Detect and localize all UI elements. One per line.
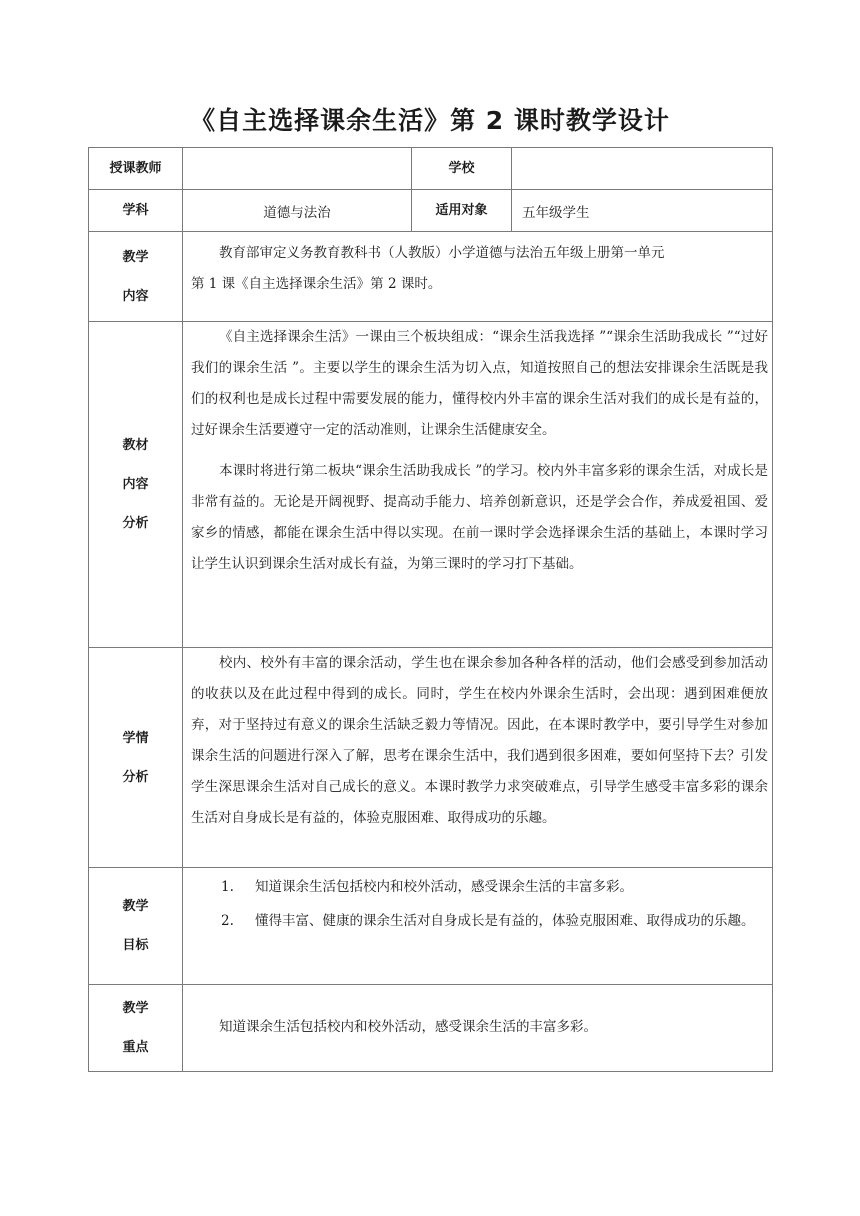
teaching-content-label: 教学 内容 bbox=[89, 232, 183, 322]
audience-label: 适用对象 bbox=[412, 190, 512, 232]
student-analysis-text bbox=[183, 648, 773, 868]
teacher-label: 授课教师 bbox=[89, 148, 183, 190]
row-student-analysis bbox=[89, 648, 773, 868]
row-material-analysis bbox=[89, 322, 773, 648]
row-teacher-school bbox=[89, 148, 773, 190]
teacher-value bbox=[183, 148, 412, 190]
list-item: 2. 懂得丰富、健康的课余生活对自身成长是有益的，体验克服困难、取得成功的乐趣。 bbox=[221, 913, 755, 929]
school-value bbox=[512, 148, 773, 190]
paragraph: 校内、校外有丰富的课余活动，学生也在课余参加各种各样的活动，他们会感受到参加活动的收获以及在此过程中得到的成长。同时，学生在校内外课余生活时，会出现：遇到困难便放弃，对于坚持过有意义的课余生活缺乏毅力等情况。因此，在本课时教学中，要引导学生对参加课余生活的问题进行深入了解，思考在课余生活中，我们遇到很多困难，要如何坚持下去？引发学生深思课余生活对自己成长的意义。本课时教学力求突破难点，引导学生感受丰富多彩的课余生活对自身成长是有益的，体验克服困难、取得成功的乐趣。 bbox=[191, 655, 768, 826]
row-objectives bbox=[89, 868, 773, 985]
page-title: 《自主选择课余生活》第 2 课时教学设计 bbox=[190, 106, 670, 135]
school-label: 学校 bbox=[412, 148, 512, 190]
subject-label: 学科 bbox=[89, 190, 183, 232]
material-analysis-label: 教材 内容 分析 bbox=[89, 322, 183, 648]
row-subject-audience bbox=[89, 190, 773, 232]
row-key-points bbox=[89, 985, 773, 1072]
material-analysis-text bbox=[183, 322, 773, 648]
list-item: 1. 知道课余生活包括校内和校外活动，感受课余生活的丰富多彩。 bbox=[221, 879, 633, 895]
objectives-list bbox=[183, 868, 773, 985]
key-points-label: 教学 重点 bbox=[89, 985, 183, 1072]
key-points-text: 知道课余生活包括校内和校外活动，感受课余生活的丰富多彩。 bbox=[183, 985, 773, 1072]
paragraph: 本课时将进行第二板块“课余生活助我成长 ”的学习。校内外丰富多彩的课余生活，对成长是非常有益的。无论是开阔视野、提高动手能力、培养创新意识，还是学会合作，养成爱祖国、爱家乡的情感，都能在课余生活中得以实现。在前一课时学会选择课余生活的基础上，本课时学习让学生认识到课余生活对成长有益，为第三课时的学习打下基础。 bbox=[191, 463, 768, 572]
subject-value: 道德与法治 bbox=[183, 190, 412, 232]
teaching-content-text: 教育部审定义务教育教科书（人教版）小学道德与法治五年级上册第一单元 第 1 课《自主选择课余生活》第 2 课时。 bbox=[183, 232, 773, 322]
lesson-plan-table bbox=[88, 147, 773, 1072]
objectives-label: 教学 目标 bbox=[89, 868, 183, 985]
student-analysis-label: 学情 分析 bbox=[89, 648, 183, 868]
paragraph: 《自主选择课余生活》一课由三个板块组成：“课余生活我选择 ”“课余生活助我成长 ”“过好我们的课余生活 ”。主要以学生的课余生活为切入点，知道按照自己的想法安排课余生活既是我们的权利也是成长过程中需要发展的能力，懂得校内外丰富的课余生活对我们的成长是有益的，过好课余生活要遵守一定的活动准则，让课余生活健康安全。 bbox=[191, 329, 768, 438]
audience-value: 五年级学生 bbox=[512, 190, 773, 232]
row-teaching-content bbox=[89, 232, 773, 322]
